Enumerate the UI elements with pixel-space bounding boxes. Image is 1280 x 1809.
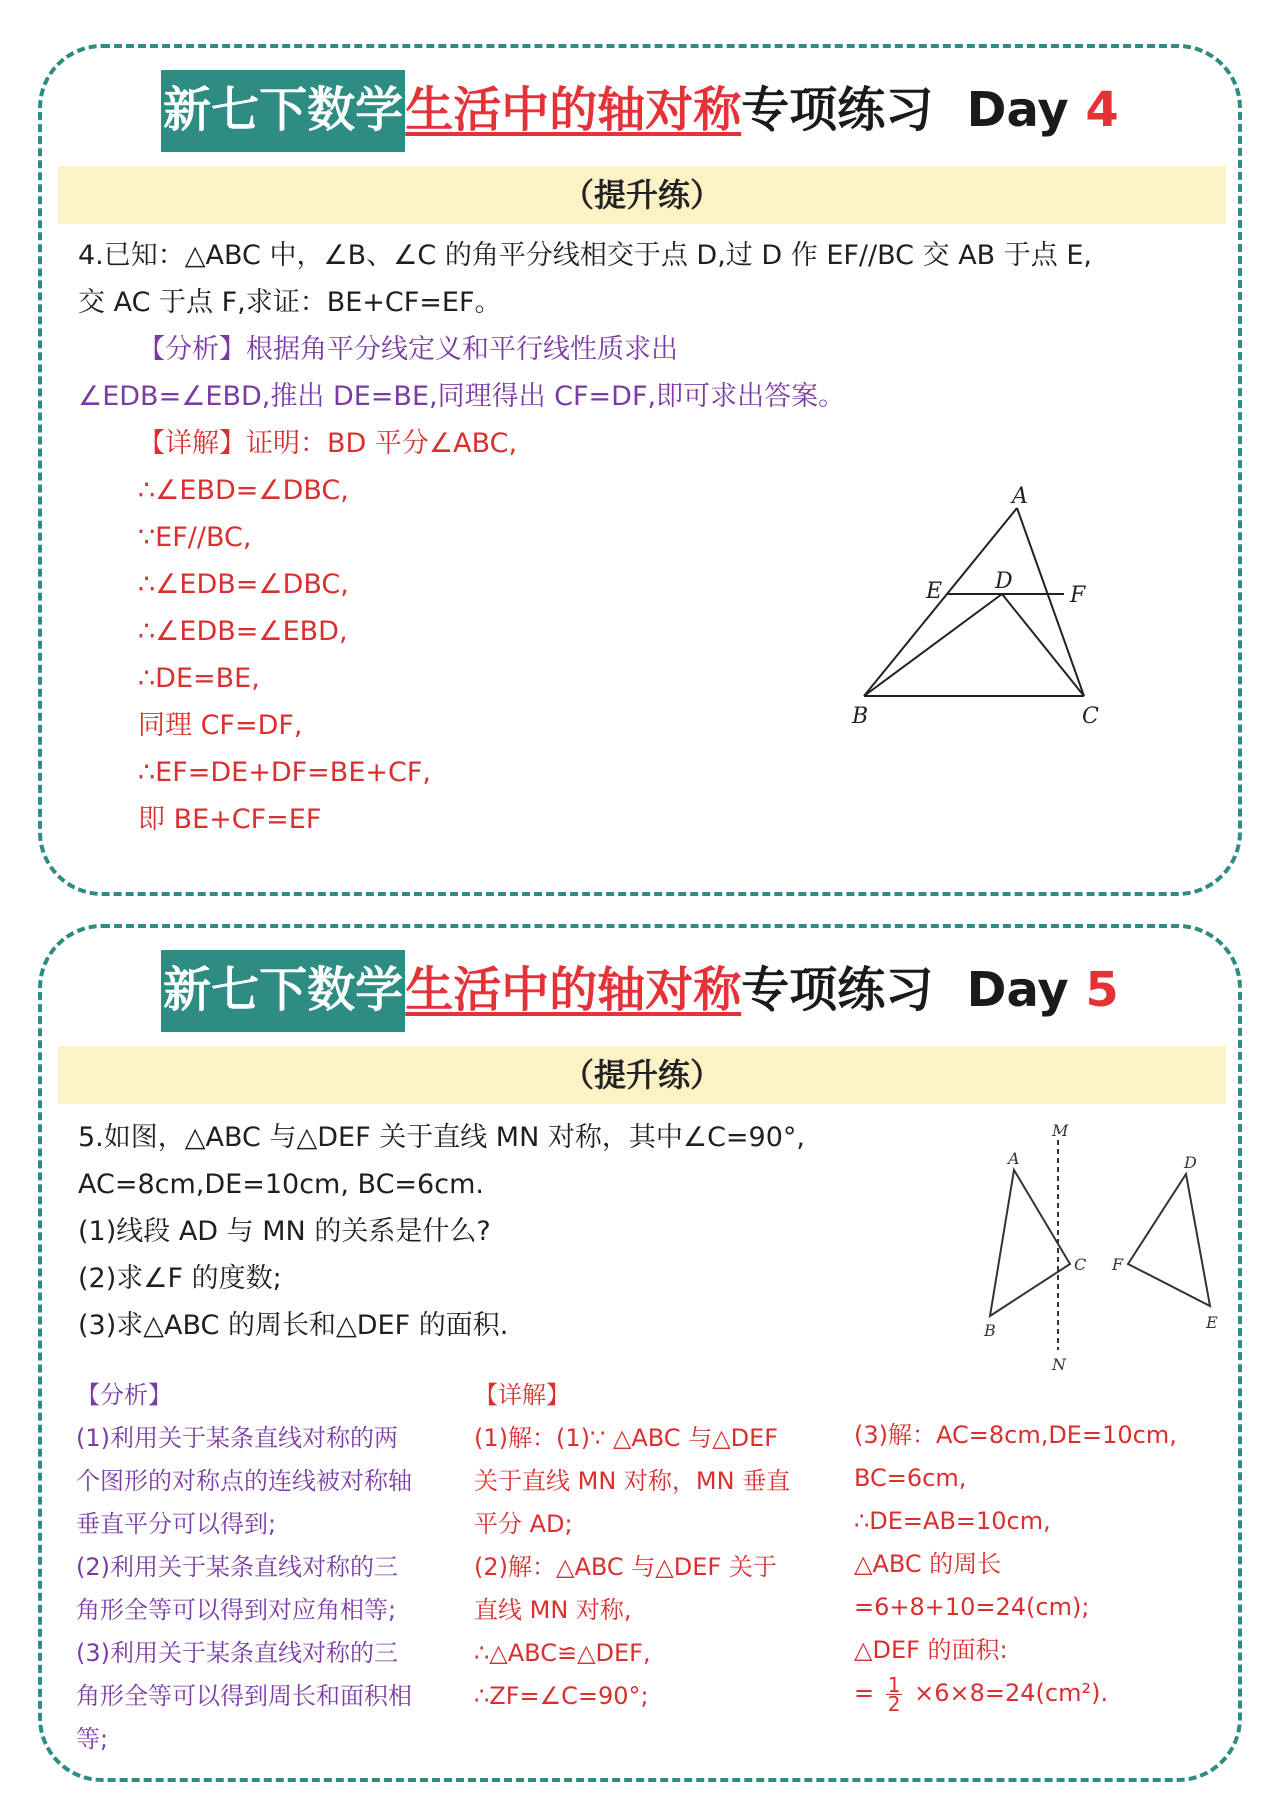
label-d: D	[995, 569, 1013, 594]
day4-solution-line-6: ∴DE=BE,	[138, 663, 260, 694]
day5-title	[42, 962, 1238, 1018]
label-c: C	[1082, 704, 1099, 729]
day5-analysis-line-8: 角形全等可以得到周长和面积相	[76, 1682, 412, 1710]
triangle-def	[1128, 1174, 1210, 1306]
label-d: D	[1184, 1153, 1197, 1172]
title-day-number: 5	[1085, 962, 1119, 1018]
title-black-part: 专项练习	[741, 962, 934, 1018]
day5-analysis-line-6: 角形全等可以得到对应角相等;	[76, 1596, 397, 1624]
day5-problem-line-5: (3)求△ABC 的周长和△DEF 的面积.	[78, 1310, 509, 1341]
title-day-label: Day	[966, 82, 1086, 138]
segment-cd	[1002, 594, 1084, 696]
day5-part3-line-4: △ABC 的周长	[854, 1550, 1002, 1578]
day5-solution-line-4: 平分 AD;	[474, 1510, 573, 1538]
title-day-label: Day	[966, 962, 1086, 1018]
title-green-part: 新七下数学	[161, 950, 405, 1032]
day5-analysis-line-7: (3)利用关于某条直线对称的三	[76, 1639, 398, 1667]
day5-section-band: （提升练）	[58, 1046, 1226, 1104]
day5-analysis-line-2: (1)利用关于某条直线对称的两	[76, 1424, 398, 1452]
day5-part3-line-6: △DEF 的面积:	[854, 1636, 1008, 1664]
label-e: E	[1206, 1313, 1218, 1332]
day4-analysis-line-1: 【分析】根据角平分线定义和平行线性质求出	[138, 334, 678, 365]
title-black-part: 专项练习	[741, 82, 934, 138]
fraction-numerator: 1	[887, 1672, 901, 1697]
day5-card	[38, 924, 1242, 1782]
day5-part3-line-1: (3)解：AC=8cm,DE=10cm,	[854, 1421, 1177, 1449]
label-a: A	[1012, 484, 1028, 509]
day5-part3-line-3: ∴DE=AB=10cm,	[854, 1507, 1051, 1535]
label-f: F	[1112, 1255, 1124, 1274]
day5-problem-line-2: AC=8cm,DE=10cm, BC=6cm.	[78, 1169, 484, 1200]
label-a: A	[1008, 1149, 1020, 1168]
day5-problem-line-1: 5.如图，△ABC 与△DEF 关于直线 MN 对称，其中∠C=90°,	[78, 1122, 805, 1153]
day5-analysis-line-1: 【分析】	[76, 1381, 172, 1409]
fraction-one-half	[886, 1672, 903, 1716]
day5-analysis-line-5: (2)利用关于某条直线对称的三	[76, 1553, 398, 1581]
day5-solution-line-7: ∴△ABC≌△DEF,	[474, 1639, 651, 1667]
day4-solution-line-2: ∴∠EBD=∠DBC,	[138, 475, 349, 506]
day4-solution-line-5: ∴∠EDB=∠EBD,	[138, 616, 348, 647]
label-b: B	[852, 704, 869, 729]
day4-solution-line-3: ∵EF//BC,	[138, 522, 252, 553]
day4-solution-line-4: ∴∠EDB=∠DBC,	[138, 569, 349, 600]
label-b: B	[984, 1321, 996, 1340]
label-f: F	[1070, 583, 1086, 608]
day5-symmetry-figure	[942, 1118, 1232, 1378]
day4-solution-line-7: 同理 CF=DF,	[138, 710, 303, 741]
day5-analysis-line-9: 等;	[76, 1725, 109, 1753]
day4-triangle-figure	[802, 478, 1142, 768]
day5-solution-line-5: (2)解：△ABC 与△DEF 关于	[474, 1553, 777, 1581]
day5-solution-line-2: (1)解：(1)∵ △ABC 与△DEF	[474, 1424, 779, 1452]
day4-solution-line-9: 即 BE+CF=EF	[138, 804, 322, 835]
day5-analysis-line-3: 个图形的对称点的连线被对称轴	[76, 1467, 412, 1495]
day4-solution-line-8: ∴EF=DE+DF=BE+CF,	[138, 757, 431, 788]
day5-solution-line-1: 【详解】	[474, 1381, 570, 1409]
day5-part3-final	[854, 1672, 1108, 1715]
day4-problem-line-1: 4.已知：△ABC 中，∠B、∠C 的角平分线相交于点 D,过 D 作 EF//BC 交 AB 于点 E,	[78, 240, 1092, 271]
day4-card	[38, 44, 1242, 896]
fraction-denominator: 2	[887, 1691, 901, 1716]
title-red-part: 生活中的轴对称	[405, 82, 742, 138]
segment-bd	[864, 594, 1002, 696]
day4-analysis-line-2: ∠EDB=∠EBD,推出 DE=BE,同理得出 CF=DF,即可求出答案。	[78, 381, 846, 412]
title-green-part: 新七下数学	[161, 70, 405, 152]
day5-part3-line-5: =6+8+10=24(cm);	[854, 1593, 1090, 1621]
day5-problem-line-4: (2)求∠F 的度数;	[78, 1263, 282, 1294]
label-m: M	[1052, 1121, 1069, 1140]
final-prefix: =	[854, 1679, 875, 1707]
day4-problem-line-2: 交 AC 于点 F,求证：BE+CF=EF。	[78, 287, 502, 318]
day4-title	[42, 82, 1238, 138]
day5-part3-line-2: BC=6cm,	[854, 1464, 967, 1492]
label-n: N	[1052, 1355, 1066, 1374]
final-suffix: ×6×8=24(cm²).	[914, 1679, 1109, 1707]
day4-solution-line-1: 【详解】证明：BD 平分∠ABC,	[138, 428, 518, 459]
title-day-number: 4	[1085, 82, 1119, 138]
day4-section-band: （提升练）	[58, 166, 1226, 224]
label-e: E	[926, 579, 943, 604]
day5-problem-line-3: (1)线段 AD 与 MN 的关系是什么?	[78, 1216, 491, 1247]
label-c: C	[1074, 1255, 1087, 1274]
day5-solution-line-3: 关于直线 MN 对称，MN 垂直	[474, 1467, 791, 1495]
day5-solution-line-6: 直线 MN 对称,	[474, 1596, 632, 1624]
title-red-part: 生活中的轴对称	[405, 962, 742, 1018]
day5-solution-line-8: ∴ZF=∠C=90°;	[474, 1682, 649, 1710]
day5-analysis-line-4: 垂直平分可以得到;	[76, 1510, 277, 1538]
